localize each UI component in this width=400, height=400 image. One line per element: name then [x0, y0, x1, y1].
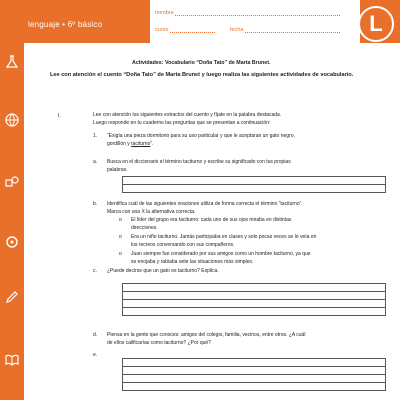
nombre-label: nombre [155, 10, 174, 16]
item-1-quote-line2 [107, 141, 153, 148]
header-bar [0, 0, 400, 43]
book-icon [3, 351, 21, 369]
option-3-bullet[interactable]: o [119, 251, 122, 257]
option-2-bullet[interactable]: o [119, 234, 122, 240]
curso-line[interactable] [170, 32, 215, 33]
answer-box-c[interactable] [122, 283, 386, 316]
item-c-letter: c. [93, 268, 97, 274]
item-d-line2: de ellos calificarías como taciturno? ¿Por qué? [107, 340, 211, 346]
option-3-line1: Juan siempre fue considerado por sus amigos como un hombre taciturno, ya que [131, 251, 311, 257]
item-b-line1: Identifica cuál de las siguientes oraciones utiliza de forma correcta el término “taciturno”. [107, 201, 303, 207]
answer-line[interactable] [123, 292, 385, 300]
answer-line[interactable] [123, 375, 385, 383]
option-2-line2: los recreos conversando con sus compañeros. [131, 242, 235, 248]
item-a-line1: Busca en el diccionario el término taciturno y escribe su significado con tus propias [107, 159, 291, 165]
item-c-text: ¿Puede decirse que un gato es taciturno? Explica. [107, 268, 219, 274]
answer-line[interactable] [123, 367, 385, 375]
activity-title: Actividades: Vocabulario “Doña Tato” de Marta Brunet. [132, 60, 271, 66]
intro-text: Lee con atención el cuento “Doña Tato” de Marta Brunet y luego realiza las siguientes actividades de vocabulario. [50, 72, 354, 78]
item-b-line2: Marca con una X la alternativa correcta. [107, 209, 196, 215]
option-2-line1: Era un niño taciturno. Jamás participaba en clases y solo pocas veces se lo veía en [131, 234, 317, 240]
quote-post: ”. [150, 141, 154, 147]
answer-line[interactable] [123, 383, 385, 390]
answer-line[interactable] [123, 300, 385, 308]
fecha-line[interactable] [245, 32, 340, 33]
item-a-line2: palabras. [107, 167, 128, 173]
quote-pre: gordillón y [107, 141, 132, 147]
globe-icon [3, 111, 21, 129]
nombre-line[interactable] [175, 15, 340, 16]
pencil-icon [3, 288, 21, 306]
curso-field[interactable] [155, 27, 215, 33]
fecha-label: fecha [230, 27, 244, 33]
fecha-field[interactable] [230, 27, 340, 33]
answer-line[interactable] [123, 359, 385, 367]
item-1-quote-line1: “Exigía una pieza dormitorio para su uso particular y que le aceptaran un gato negro, [107, 133, 295, 139]
answer-line[interactable] [123, 177, 385, 185]
subject-label: lenguaje • 6º básico [28, 20, 103, 29]
curso-label: curso [155, 27, 169, 33]
section-number: I. [58, 113, 61, 119]
answer-line[interactable] [123, 185, 385, 192]
option-1-bullet[interactable]: o [119, 217, 122, 223]
option-3-line2: se enojaba y rabiaba ante las situaciones más simples. [131, 259, 254, 265]
item-1-number: 1. [93, 133, 98, 139]
answer-line[interactable] [123, 284, 385, 292]
section-instruction-1: Lee con atención los siguientes extractos del cuento y fíjate en la palabra destacada. [93, 112, 282, 118]
student-fields [150, 0, 360, 43]
subject-logo: L [358, 6, 394, 42]
item-d-letter: d. [93, 332, 98, 338]
sidebar [0, 43, 24, 400]
option-1-line2: direcciones. [131, 225, 158, 231]
circle-icon [3, 233, 21, 251]
item-d-line1: Piensa en la gente que conoces: amigos del colegio, familia, vecinos, entre otros. ¿A cuál [107, 332, 306, 338]
flask-icon [3, 53, 21, 71]
section-instruction-2: Luego responde en tu cuaderno las preguntas que se presentan a continuación: [93, 120, 271, 126]
item-b-letter: b. [93, 201, 98, 207]
answer-box-e[interactable] [122, 358, 386, 391]
item-a-letter: a. [93, 159, 98, 165]
option-1-line1: El líder del grupo era taciturno: cada uno de sus ojos miraba en distintas [131, 217, 292, 223]
nombre-field[interactable] [155, 10, 340, 16]
answer-line[interactable] [123, 308, 385, 315]
shapes-icon [3, 173, 21, 191]
quote-highlighted-word: taciturno [131, 141, 151, 147]
answer-box-a[interactable] [122, 176, 386, 193]
item-e-letter: e. [93, 352, 98, 358]
